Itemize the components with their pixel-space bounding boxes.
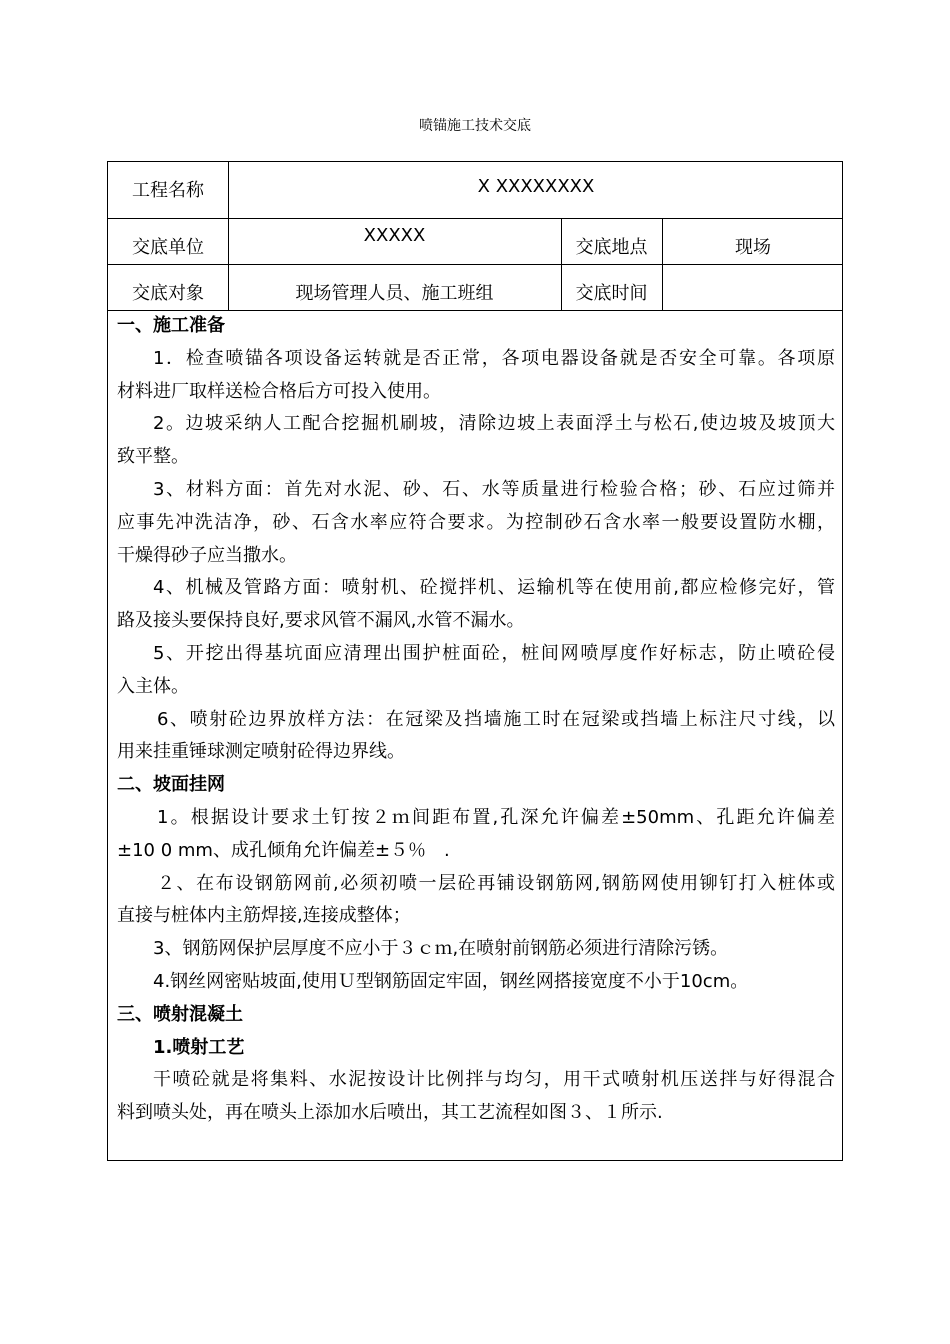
paragraph-line: 1。根据设计要求土钉按２ｍ间距布置,孔深允许偏差±50mm、孔距允许偏差 bbox=[157, 806, 835, 828]
target-label: 交底对象 bbox=[132, 283, 204, 304]
paragraph-line: ２、在布设钢筋网前,必须初喷一层砼再铺设钢筋网,钢筋网使用铆钉打入桩体或 bbox=[157, 872, 835, 894]
paragraph-line: 入主体。 bbox=[117, 675, 189, 697]
paragraph-line: 5、开挖出得基坑面应清理出围护桩面砼，桩间网喷厚度作好标志，防止喷砼侵 bbox=[153, 642, 835, 664]
target-value: 现场管理人员、施工班组 bbox=[295, 283, 494, 304]
paragraph-line: ±10 0 mm、成孔倾角允许偏差±５％ . bbox=[117, 839, 450, 861]
place-label: 交底地点 bbox=[575, 237, 648, 258]
paragraph-line: 3、材料方面：首先对水泥、砂、石、水等质量进行检验合格；砂、石应过筛并 bbox=[153, 478, 835, 500]
row-divider bbox=[108, 218, 842, 219]
paragraph-line: 6、喷射砼边界放样方法：在冠梁及挡墙施工时在冠梁或挡墙上标注尺寸线，以 bbox=[157, 708, 835, 730]
section-title-shotcrete: 三、喷射混凝土 bbox=[117, 1003, 243, 1025]
time-label: 交底时间 bbox=[575, 283, 648, 304]
unit-label: 交底单位 bbox=[132, 237, 204, 258]
place-value: 现场 bbox=[735, 237, 771, 258]
paragraph-line: 路及接头要保持良好,要求风管不漏风,水管不漏水。 bbox=[117, 610, 525, 632]
disclosure-table bbox=[107, 161, 843, 1161]
paragraph-line: 4.钢丝网密贴坡面,使用Ｕ型钢筋固定牢固，钢丝网搭接宽度不小于10cm。 bbox=[153, 970, 749, 992]
paragraph-line: 致平整。 bbox=[117, 446, 189, 468]
unit-value: XXXXX bbox=[363, 225, 426, 246]
project-name-value: X XXXXXXXX bbox=[477, 176, 595, 197]
paragraph-line: 2。边坡采纳人工配合挖掘机刷坡，清除边坡上表面浮土与松石,使边坡及坡顶大 bbox=[153, 413, 835, 435]
paragraph-line: 干燥得砂子应当撒水。 bbox=[117, 544, 297, 566]
section-title-mesh: 二、坡面挂网 bbox=[117, 774, 225, 796]
row-divider bbox=[108, 264, 842, 265]
section-title-preparation: 一、施工准备 bbox=[117, 315, 225, 336]
paragraph-line: 干喷砼就是将集料、水泥按设计比例拌与均匀，用干式喷射机压送拌与好得混合 bbox=[153, 1069, 835, 1091]
paragraph-line: 用来挂重锤球测定喷射砼得边界线。 bbox=[117, 741, 405, 763]
paragraph-line: 材料进厂取样送检合格后方可投入使用。 bbox=[117, 380, 441, 402]
project-name-label: 工程名称 bbox=[132, 180, 204, 201]
paragraph-line: 4、机械及管路方面：喷射机、砼搅拌机、运输机等在使用前,都应检修完好，管 bbox=[153, 577, 835, 599]
col-divider bbox=[662, 218, 663, 310]
document-title: 喷锚施工技术交底 bbox=[419, 118, 531, 134]
disclosure-body bbox=[108, 310, 844, 1130]
subsection-title: 1.喷射工艺 bbox=[153, 1036, 245, 1058]
paragraph-line: 直接与桩体内主筋焊接,连接成整体； bbox=[117, 905, 411, 927]
paragraph-line: 1．检查喷锚各项设备运转就是否正常，各项电器设备就是否安全可靠。各项原 bbox=[153, 347, 835, 369]
paragraph-line: 3、钢筋网保护层厚度不应小于３ｃｍ,在喷射前钢筋必须进行清除污锈。 bbox=[153, 938, 729, 960]
paragraph-line: 料到喷头处，再在喷头上添加水后喷出，其工艺流程如图３、１所示. bbox=[117, 1102, 663, 1124]
paragraph-line: 应事先冲洗洁净，砂、石含水率应符合要求。为控制砂石含水率一般要设置防水棚， bbox=[117, 511, 835, 533]
